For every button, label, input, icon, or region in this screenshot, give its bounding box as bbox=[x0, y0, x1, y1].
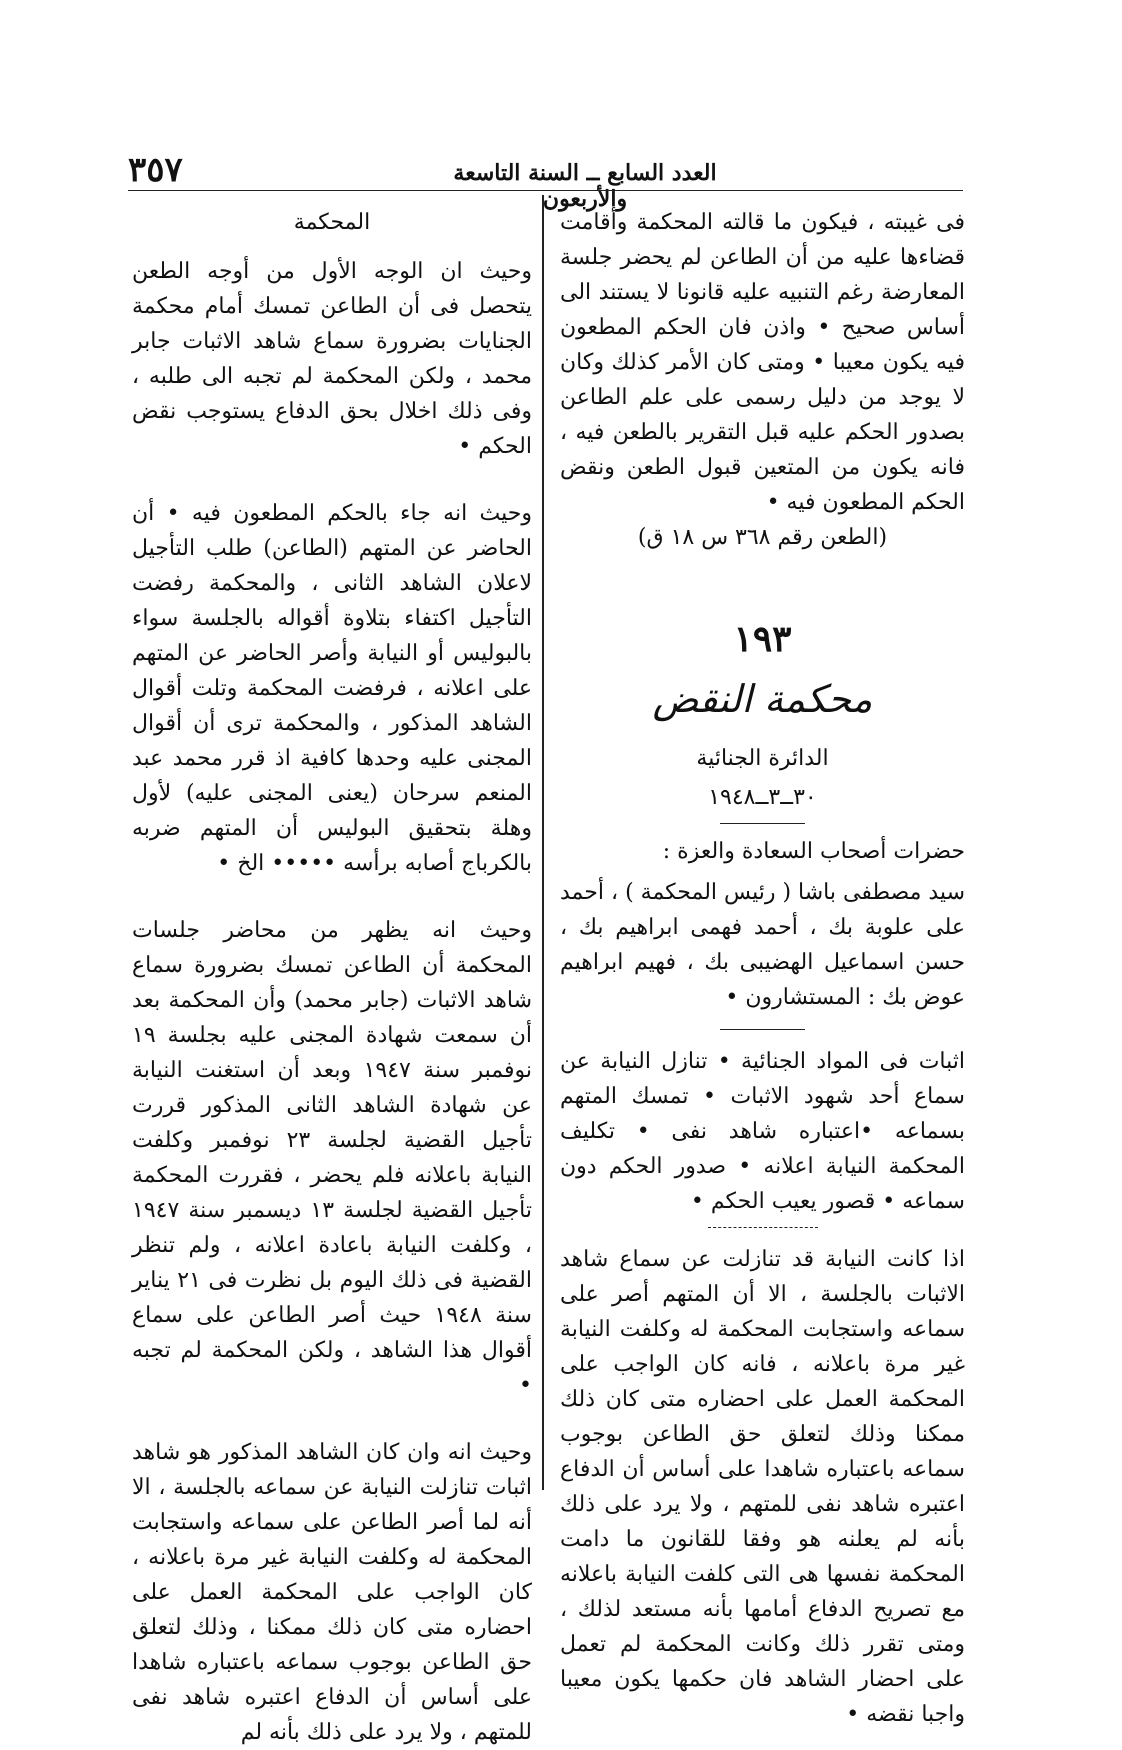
court-name: محكمة النقض bbox=[652, 677, 873, 721]
session-date: ٣٠ــ٣ــ١٩٤٨ bbox=[708, 785, 817, 810]
right-paragraph-1: فى غيبته ، فيكون ما قالته المحكمة وأقامت قضاءها عليه من أن الطاعن لم يحضر جلسة المعارضة رغم التنبيه عليه قانونا لا يستند الى أساس صحيح • واذن فان الحكم المطعون فيه يكون معيبا • ومتى كان الأمر كذلك وكان لا يوجد من دليل رسمى على علم الطاعن بصدور الحكم عليه قبل التقرير بالطعن فيه ، فانه يكون من المتعين قبول الطعن ونقض الحكم المطعون فيه • bbox=[560, 210, 966, 515]
left-paragraph-4: وحيث انه وان كان الشاهد المذكور هو شاهد اثبات تنازلت النيابة عن سماعه بالجلسة ، الا أنه لما أصر الطاعن على سماعه واستجابت المحكمة له وكلفت النيابة غير مرة باعلانه ، كان الواجب على المحكمة العمل على احضاره متى كان ذلك ممكنا ، وذلك لتعلق حق الطاعن بوجوب سماعه باعتباره شاهدا على أساس أن الدفاع اعتبره شاهد نفى للمتهم ، ولا يرد على ذلك بأنه لم bbox=[132, 1440, 532, 1745]
running-title: العدد السابع ــ السنة التاسعة والأربعون bbox=[453, 160, 717, 212]
column-divider bbox=[542, 195, 544, 1490]
summary-rule bbox=[708, 1227, 818, 1228]
left-paragraph-2: وحيث انه جاء بالحكم المطعون فيه • أن الحاضر عن المتهم (الطاعن) طلب التأجيل لاعلان الشاهد الثانى ، والمحكمة رفضت التأجيل اكتفاء بتلاوة أقواله بالجلسة سواء بالبوليس أو النيابة وأصر الحاضر عن المتهم على اعلانه ، فرفضت المحكمة وتلت أقوال الشاهد المذكور ، والمحكمة ترى أن أقوال المجنى عليه وحدها كافية اذ قرر محمد عبد المنعم سرحان (يعنى المجنى عليه) لأول وهلة بتحقيق البوليس أن المتهم ضربه بالكرباج أصابه برأسه ••••• الخ • bbox=[132, 501, 532, 876]
page-number: ٣٥٧ bbox=[128, 150, 183, 190]
circuit-name: الدائرة الجنائية bbox=[696, 746, 829, 771]
judges-list: سيد مصطفى باشا ( رئيس المحكمة ) ، أحمد على علوبة بك ، أحمد فهمى ابراهيم بك ، حسن اسماعيل الهضيبى بك ، فهيم ابراهيم عوض بك : المستشارون • bbox=[560, 880, 965, 1010]
header-rule bbox=[128, 190, 963, 191]
legal-principle: اذا كانت النيابة قد تنازلت عن سماع شاهد الاثبات بالجلسة ، الا أن المتهم أصر على سماعه واستجابت المحكمة له وكلفت النيابة غير مرة باعلانه ، فانه كان الواجب على المحكمة العمل على احضاره متى كان ذلك ممكنا وذلك لتعلق حق الطاعن بوجوب سماعه باعتباره شاهدا على أساس أن الدفاع اعتبره شاهد نفى للمتهم ، ولا يرد على ذلك بأنه لم يعلنه هو وفقا للقانون ما دامت المحكمة نفسها هى التى كلفت النيابة باعلانه مع تصريح الدفاع أمامها بأنه مستعد لذلك ، ومتى تقرر ذلك وكانت المحكمة لم تعمل على احضار الشاهد فان حكمها يكون معيبا واجبا نقضه • bbox=[560, 1247, 965, 1727]
court-section-heading: المحكمة bbox=[293, 210, 371, 235]
left-paragraph-3: وحيث انه يظهر من محاضر جلسات المحكمة أن الطاعن تمسك بضرورة سماع شاهد الاثبات (جابر محمد) وأن المحكمة بعد أن سمعت شهادة المجنى عليه بجلسة ١٩ نوفمبر سنة ١٩٤٧ وبعد أن استغنت النيابة عن شهادة الشاهد الثانى المذكور قررت تأجيل القضية لجلسة ٢٣ نوفمبر وكلفت النيابة باعلانه فلم يحضر ، فقررت المحكمة تأجيل القضية لجلسة ١٣ ديسمبر سنة ١٩٤٧ ، وكلفت النيابة باعادة اعلانه ، ولم تنظر القضية فى ذلك اليوم بل نظرت فى ٢١ يناير سنة ١٩٤٨ حيث أصر الطاعن على سماع أقوال هذا الشاهد ، ولكن المحكمة لم تجبه • bbox=[132, 918, 533, 1398]
case-number: ١٩٣ bbox=[733, 618, 792, 660]
left-paragraph-1: وحيث ان الوجه الأول من أوجه الطعن يتحصل فى أن الطاعن تمسك أمام محكمة الجنايات بضرورة سماع شاهد الاثبات جابر محمد ، ولكن المحكمة لم تجبه الى طلبه ، وفى ذلك اخلال بحق الدفاع يستوجب نقض الحكم • bbox=[132, 259, 532, 459]
left-column bbox=[132, 205, 532, 1750]
judges-rule bbox=[720, 1029, 805, 1030]
case-reference: (الطعن رقم ٣٦٨ س ١٨ ق) bbox=[637, 525, 888, 550]
date-rule bbox=[720, 823, 805, 824]
attendance-intro: حضرات أصحاب السعادة والعزة : bbox=[662, 839, 965, 864]
case-summary: اثبات فى المواد الجنائية • تنازل النيابة عن سماع أحد شهود الاثبات • تمسك المتهم بسماعه •اعتباره شاهد نفى • تكليف المحكمة النيابة اعلانه • صدور الحكم دون سماعه • قصور يعيب الحكم • bbox=[560, 1049, 965, 1214]
right-column bbox=[560, 205, 965, 1732]
